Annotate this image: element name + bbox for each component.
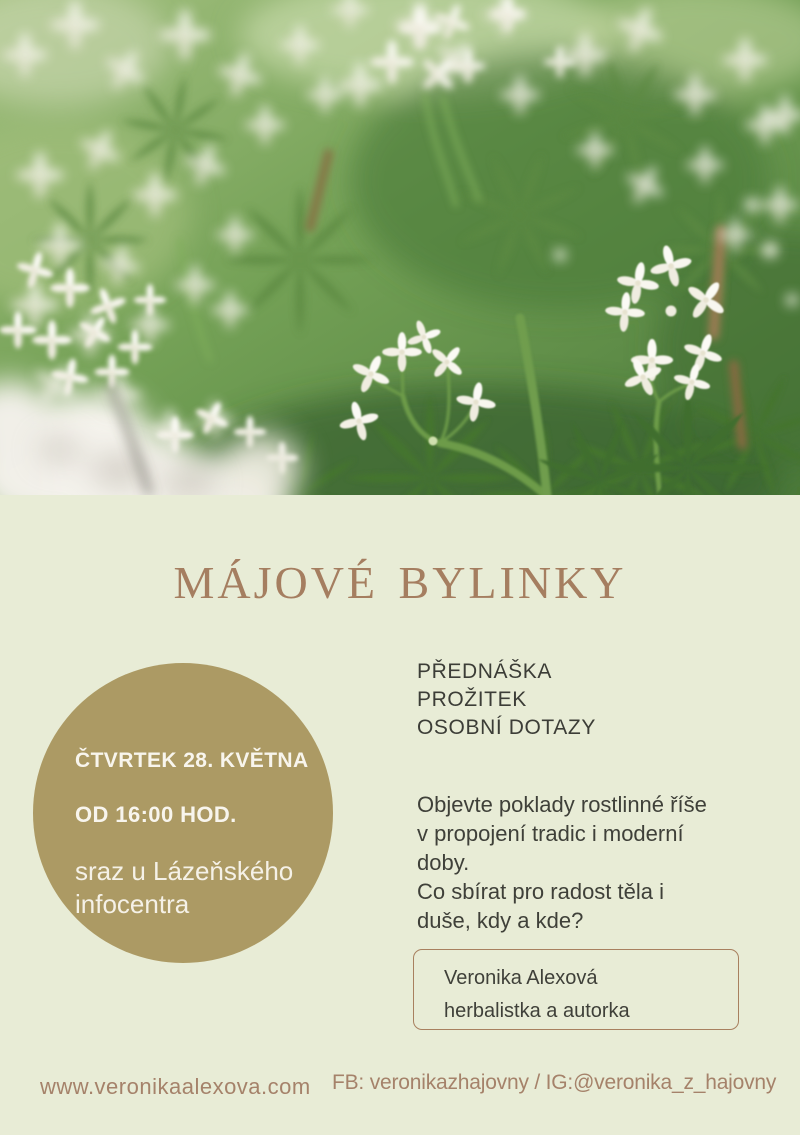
- event-info-circle: [33, 663, 333, 963]
- description-line-3: doby.: [417, 850, 470, 875]
- event-meeting-point: [75, 855, 305, 921]
- description-line-4: Co sbírat pro radost těla i: [417, 879, 665, 904]
- event-time: OD 16:00 HOD.: [75, 802, 237, 827]
- event-meeting-line2: infocentra: [75, 889, 190, 919]
- page-title: MÁJOVÉ BYLINKY: [173, 557, 627, 608]
- speaker-box: [413, 949, 739, 1030]
- event-description: [417, 790, 787, 935]
- hero-photo: [0, 0, 800, 495]
- description-line-5: duše, kdy a kde?: [417, 908, 584, 933]
- footer-social-handles: FB: veronikazhajovny / IG:@veronika_z_hajovny: [332, 1071, 777, 1094]
- speaker-role: herbalistka a autorka: [444, 1000, 630, 1022]
- event-date: ČTVRTEK 28. KVĚTNA: [75, 749, 309, 772]
- footer-website: www.veronikaalexova.com: [40, 1074, 311, 1099]
- highlight-prednaska: PŘEDNÁŠKA: [417, 660, 552, 683]
- description-line-2: v propojení tradic i moderní: [417, 821, 684, 846]
- event-highlights: [417, 658, 777, 742]
- description-line-1: Objevte poklady rostlinné říše: [417, 792, 707, 817]
- speaker-name: Veronika Alexová: [444, 967, 598, 989]
- event-meeting-line1: sraz u Lázeňského: [75, 856, 294, 886]
- highlight-osobni-dotazy: OSOBNÍ DOTAZY: [417, 716, 596, 739]
- highlight-prozitek: PROŽITEK: [417, 688, 527, 711]
- woodruff-flowers-photo: [0, 0, 800, 495]
